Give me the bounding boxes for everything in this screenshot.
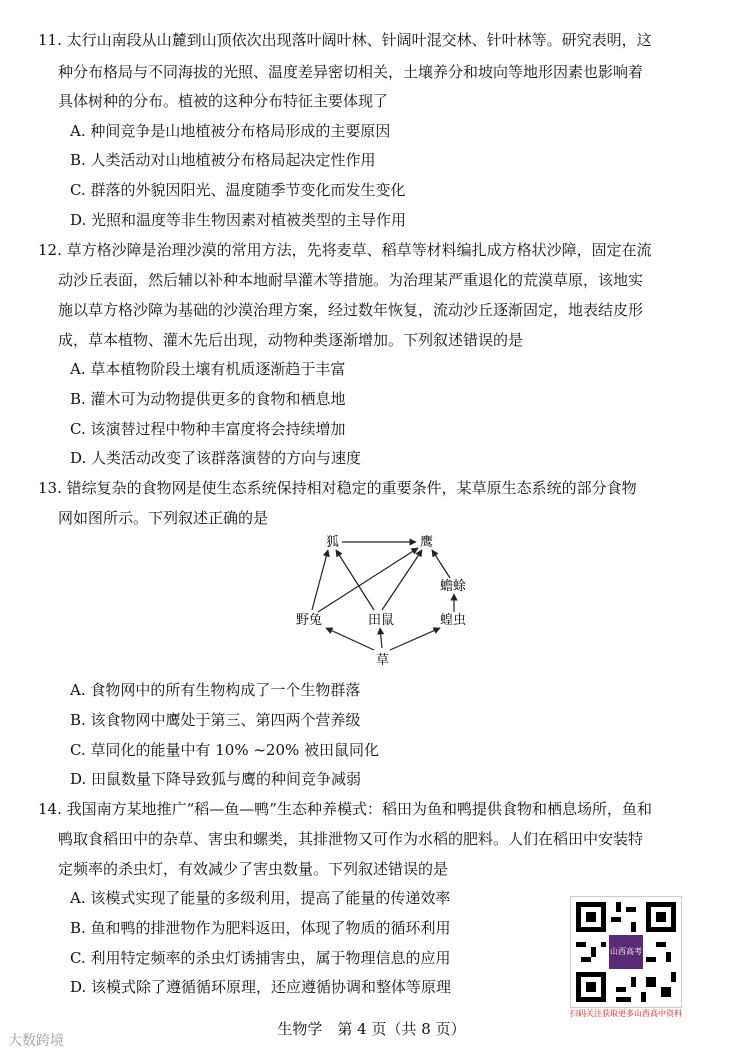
node-fox: 狐 xyxy=(326,535,340,550)
food-web-diagram xyxy=(290,528,480,670)
option-c: C. 草同化的能量中有 10% ~20% 被田鼠同化 xyxy=(70,741,380,759)
page-footer: 生物学 第 4 页（共 8 页） xyxy=(277,1020,466,1038)
qr-code[interactable] xyxy=(570,896,682,1008)
arrow-rabbit-to-fox xyxy=(312,550,328,610)
option-b: B. 该食物网中鹰处于第三、第四两个营养级 xyxy=(70,711,361,729)
qr-caption: 扫码关注获取更多山西高中资料 xyxy=(570,1009,682,1018)
option-c: C. 群落的外貌因阳光、温度随季节变化而发生变化 xyxy=(70,181,406,199)
arrow-grass-to-locust xyxy=(390,628,440,650)
question-stem-line: 12. 草方格沙障是治理沙漠的常用方法，先将麦草、稻草等材料编扎成方格状沙障，固定在流 xyxy=(38,241,652,259)
option-d: D. 光照和温度等非生物因素对植被类型的主导作用 xyxy=(70,211,407,229)
option-b: B. 灌木可为动物提供更多的食物和栖息地 xyxy=(70,390,346,408)
question-stem-line: 14. 我国南方某地推广“稻—鱼—鸭”生态种养模式：稻田为鱼和鸭提供食物和栖息场所，鱼和 xyxy=(38,800,652,818)
question-stem-line: 鸭取食稻田中的杂草、害虫和螺类，其排泄物又可作为水稻的肥料。人们在稻田中安装特 xyxy=(58,830,644,848)
node-toad: 蟾蜍 xyxy=(440,579,467,594)
option-a: A. 食物网中的所有生物构成了一个生物群落 xyxy=(70,681,361,699)
node-vole: 田鼠 xyxy=(368,613,395,628)
node-grass: 草 xyxy=(376,653,390,668)
watermark: 大数跨境 xyxy=(8,1033,64,1049)
question-stem-line: 11. 太行山南段从山麓到山顶依次出现落叶阔叶林、针阔叶混交林、针叶林等。研究表明，这 xyxy=(38,31,652,49)
option-d: D. 该模式除了遵循循环原理，还应遵循协调和整体等原理 xyxy=(70,978,452,996)
question-stem-line: 成，草本植物、灌木先后出现，动物种类逐渐增加。下列叙述错误的是 xyxy=(58,331,524,349)
question-stem-line: 具体树种的分布。植被的这种分布特征主要体现了 xyxy=(58,92,389,110)
arrow-grass-to-rabbit xyxy=(326,628,374,650)
question-stem-line: 网如图所示。下列叙述正确的是 xyxy=(58,509,269,527)
node-locust: 蝗虫 xyxy=(440,613,467,628)
option-c: C. 该演替过程中物种丰富度将会持续增加 xyxy=(70,420,346,438)
option-d: D. 人类活动改变了该群落演替的方向与速度 xyxy=(70,449,362,467)
option-d: D. 田鼠数量下降导致狐与鹰的种间竞争减弱 xyxy=(70,770,362,788)
question-stem-line: 种分布格局与不同海拔的光照、温度差异密切相关，土壤养分和坡向等地形因素也影响着 xyxy=(58,63,644,81)
option-a: A. 种间竞争是山地植被分布格局形成的主要原因 xyxy=(70,122,391,140)
option-c: C. 利用特定频率的杀虫灯诱捕害虫，属于物理信息的应用 xyxy=(70,949,451,967)
question-stem-line: 13. 错综复杂的食物网是使生态系统保持相对稳定的重要条件，某草原生态系统的部分食物 xyxy=(38,479,637,497)
node-hawk: 鹰 xyxy=(420,535,434,550)
arrow-grass-to-vole xyxy=(380,628,382,648)
option-b: B. 人类活动对山地植被分布格局起决定性作用 xyxy=(70,151,376,169)
node-rabbit: 野兔 xyxy=(296,613,323,628)
question-stem-line: 施以草方格沙障为基础的沙漠治理方案，经过数年恢复，流动沙丘逐渐固定，地表结皮形 xyxy=(58,301,644,319)
question-stem-line: 定频率的杀虫灯，有效减少了害虫数量。下列叙述错误的是 xyxy=(58,860,449,878)
option-a: A. 草本植物阶段土壤有机质逐渐趋于丰富 xyxy=(70,360,346,378)
arrow-vole-to-hawk xyxy=(382,550,422,610)
question-stem-line: 动沙丘表面，然后辅以补种本地耐旱灌木等措施。为治理某严重退化的荒漠草原，该地实 xyxy=(58,271,644,289)
option-b: B. 鱼和鸭的排泄物作为肥料返田，体现了物质的循环利用 xyxy=(70,919,451,937)
arrow-toad-to-hawk xyxy=(432,550,450,578)
arrow-rabbit-to-hawk xyxy=(318,548,418,612)
option-a: A. 该模式实现了能量的多级利用，提高了能量的传递效率 xyxy=(70,889,451,907)
qr-center-logo: 山西高考 xyxy=(609,935,643,969)
